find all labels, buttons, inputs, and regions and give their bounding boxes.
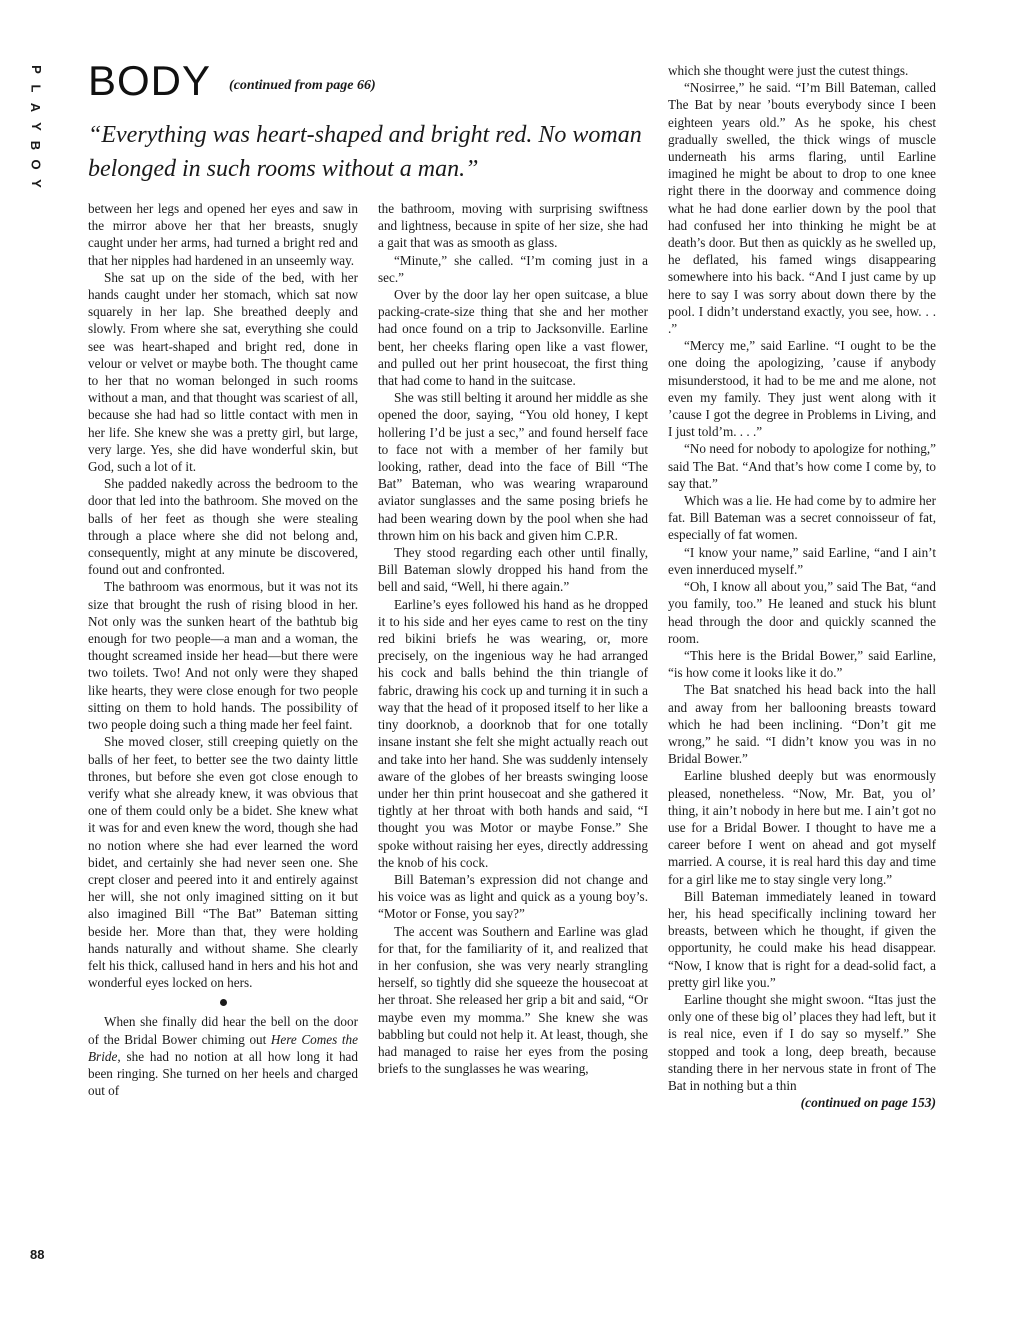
paragraph: Earline thought she might swoon. “Itas just the only one of these big ol’ places they had left, but it is real nice, even if I do say so myself.” She stopped and took a long, deep breath, because standing there in her nervous state in front of The Bat in nothing but a thin <box>668 991 936 1093</box>
magazine-letter: L <box>28 84 44 93</box>
paragraph: She was still belting it around her middle as she opened the door, saying, “You old honey, I kept hollering I’d be just a sec,” and found herself face to face not with a member of her family but looking, rather, dead into the face of Bill “The Bat” Bateman, who was wearing wraparound aviator sunglasses and the same posing briefs he had been wearing down by the pool when she had thrown him on his back and given him C.P.R. <box>378 390 648 543</box>
paragraph: She sat up on the side of the bed, with her hands caught under her stomach, which sat now squarely in her lap. She breathed deeply and slowly. From where she sat, everything she could see was heart-shaped and bright red, done in velour or velvet or maybe both. The thought came to her that no woman belonged in such rooms without a man, and that thought was scariest of all, because she had had so little contact with men in her life. She knew she was a pretty girl, but large, very large. Yes, she did have wonderful skin, but God, such a lot of it. <box>88 269 358 475</box>
paragraph: “Mercy me,” said Earline. “I ought to be the one doing the apologizing, ’cause if anybody misunderstood, it had to be me and me alone, not even my family. They just went along with it ’cause I got the degree in Problems in Living, and I just told’m. . . .” <box>668 338 936 440</box>
paragraph: “This here is the Bridal Bower,” said Earline, “is how come it looks like it do.” <box>668 647 936 681</box>
paragraph: The bathroom was enormous, but it was not its size that brought the rush of rising blood in her. Not only was the sunken heart of the bathtub big enough for two people—a man and a woman, the thought screamed inside her head—but there were two toilets. Two! And not only were they shaped like hearts, they were close enough for two people sitting on them to hold hands. The possibility of two people doing such a thing made her feel faint. <box>88 579 358 733</box>
paragraph: Which was a lie. He had come by to admire her fat. Bill Bateman was a secret connoisseur of fat, especially of fat women. <box>668 493 936 543</box>
continued-on-note: (continued on page 153) <box>800 1095 936 1111</box>
paragraph: “Oh, I know all about you,” said The Bat, “and you family, too.” He leaned and stuck his blunt head through the door and quickly scanned the room. <box>668 579 936 646</box>
paragraph: Bill Bateman’s expression did not change and his voice was as light and quick as a young boy’s. “Motor or Fonse, you say?” <box>378 871 648 922</box>
paragraph: She moved closer, still creeping quietly on the balls of her feet, to better see the two dainty little thrones, but before she even got close enough to verify what she already knew, it was obvious that one of them could only be a bidet. She knew what it was for and even knew the word, though she had no notion where she had ever learned the word bidet, and certainly she had never seen one. She crept closer and peered into it and entirely against her will, she not only imagined sitting on it but also imagined Bill “The Bat” Bateman sitting beside her. More than that, they were holding hands naturally and without shame. She clearly felt his thick, callused hand in hers and his hot and wonderful eyes locked on hers. <box>88 734 358 991</box>
paragraph: They stood regarding each other until finally, Bill Bateman slowly dropped his hand from the bell and said, “Well, hi there again.” <box>378 545 648 595</box>
paragraph: “I know your name,” said Earline, “and I ain’t even innerduced myself.” <box>668 544 936 577</box>
paragraph: “Minute,” she called. “I’m coming just in a sec.” <box>378 252 648 285</box>
song-title: Here Comes the Bride <box>88 1031 358 1064</box>
paragraph: Earline blushed deeply but was enormously pleased, nonetheless. “Now, Mr. Bat, you ol’ thing, it ain’t nobody in here but me. I ain’t got no use for a Bridal Bower. I thought to have me a career before I went on ahead and got myself married. A course, it is real hard this day and time for a girl like me to stay single very long.” <box>668 768 936 887</box>
magazine-letter: P <box>28 65 44 74</box>
magazine-letter: O <box>28 159 44 170</box>
text-column-2 <box>378 200 648 1077</box>
paragraph: The Bat snatched his head back into the hall and away from her ballooning breasts toward which he had been inclining. “Don’t git me wrong,” he said. “I didn’t know you was in no Bridal Bower.” <box>668 682 936 767</box>
text-column-3 <box>668 62 936 1111</box>
magazine-letter: Y <box>28 179 44 188</box>
paragraph <box>88 1013 358 1099</box>
paragraph: “No need for nobody to apologize for nothing,” said The Bat. “And that’s how come I come by, to say that.” <box>668 441 936 491</box>
magazine-letter: B <box>28 140 44 151</box>
page-number: 88 <box>30 1247 45 1262</box>
magazine-letter: A <box>28 102 44 113</box>
article-header <box>88 58 648 108</box>
paragraph-text: When she finally did hear the bell on the door of the Bridal Bower chiming out <box>88 1014 358 1047</box>
text-column-1 <box>88 200 358 1099</box>
article-title: BODY <box>88 57 212 104</box>
pull-quote: “Everything was heart-shaped and bright red. No woman belonged in such rooms without a man.” <box>88 122 642 182</box>
continued-from-note: (continued from page 66) <box>229 78 376 93</box>
paragraph: between her legs and opened her eyes and saw in the mirror above her that her breasts, snugly caught under her arms, had turned a bright red and that her nipples had hardened in an unseemly way. <box>88 201 358 268</box>
paragraph: The accent was Southern and Earline was glad for that, for the familiarity of it, and realized that in her confusion, she was very nearly strangling herself, so tightly did she squeeze the housecoat at her throat. She released her grip a bit and said, “Or maybe even my momma.” She knew she was babbling but could not help it. At least, though, she had managed to raise her eyes from the posing briefs to the sunglasses he was wearing, <box>378 923 648 1077</box>
paragraph: the bathroom, moving with surprising swiftness and lightness, because in spite of her size, she had a gait that was as smooth as glass. <box>378 201 648 251</box>
section-break-bullet <box>88 995 358 1011</box>
paragraph-text: , she had no notion at all how long it had been ringing. She turned on her heels and charged out of <box>88 1048 358 1099</box>
paragraph: “Nosirree,” he said. “I’m Bill Bateman, called The Bat by near ’bouts everybody since I been eighteen years old.” As he spoke, his chest gradually swelled, the thick wings of muscle underneath his arms flaring, until Earline imagined he might be about to drop to one knee right there in the doorway and commence doing what he had done earlier down by the pool that had confused her into thinking he might be at death’s door. But then as quickly as he swelled up, he deflated, his famed wings disappearing somewhere into his back. “And I just came by up here to say I was sorry about down there by the pool. I didn’t understand exactly, you see, how. . . .” <box>668 80 936 337</box>
paragraph: Over by the door lay her open suitcase, a blue packing-crate-size thing that she and her mother had once found on a trip to Jacksonville. Earline bent, her cheeks flaring open like a vast flower, and pulled out her print housecoat, the first thing that had come to hand in the suitcase. <box>378 287 648 389</box>
paragraph: which she thought were just the cutest things. <box>668 63 909 78</box>
paragraph: Bill Bateman immediately leaned in toward her, his head specifically inclining toward her breasts, between which he thought, if given the opportunity, he could make his head disappear. “Now, I know that is right for a dead-solid fact, a pretty girl like you.” <box>668 888 936 990</box>
magazine-name-vertical <box>22 60 50 193</box>
magazine-letter: Y <box>28 122 44 131</box>
paragraph: Earline’s eyes followed his hand as he dropped it to his side and her eyes came to rest on the tiny red bikini briefs he was wearing, or, more precisely, on the ingenious way he had arranged his cock and balls behind the thin triangle of fabric, drawing his cock up and turning it in such a way that the head of it proposed itself to her like a tiny doorknob, a doorknob that for one totally insane instant she felt she might actually reach out and take into her hand. She was suddenly intensely aware of the globes of her breasts swinging loose under her thin print housecoat and she gathered it tightly at her throat with both hands and said, “I thought you was Motor or maybe Fonse.” She spoke without raising her eyes, directly addressing the knob of his cock. <box>378 596 648 870</box>
paragraph: She padded nakedly across the bedroom to the door that led into the bathroom. She moved on the balls of her feet as though she were stealing through a place where she did not belong and, consequently, might at any minute be discovered, found out and confronted. <box>88 476 358 578</box>
